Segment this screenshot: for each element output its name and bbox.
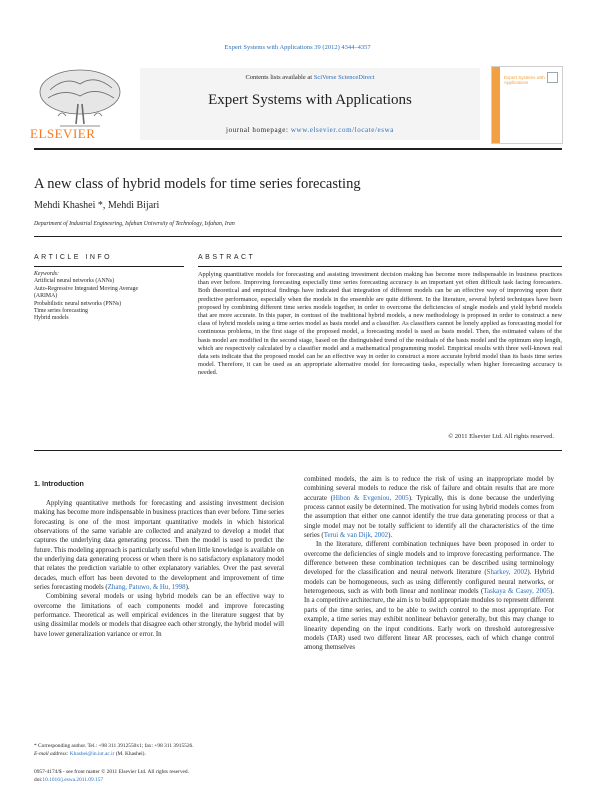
keywords-label: Keywords: <box>34 271 59 277</box>
article-info-heading: ARTICLE INFO <box>34 254 113 261</box>
paper-affiliation: Department of Industrial Engineering, Isfahan University of Technology, Isfahan, Iran <box>34 221 235 227</box>
paragraph-text: ). <box>185 584 190 592</box>
email-suffix: (M. Khashei). <box>114 751 146 757</box>
keyword-item: Artificial neural networks (ANNs) <box>34 278 115 285</box>
sciverse-link[interactable]: SciVerse ScienceDirect <box>313 74 375 81</box>
paragraph <box>304 475 554 540</box>
abstract-divider <box>198 266 562 267</box>
contents-prefix: Contents lists available at <box>245 74 314 81</box>
doi-label: doi: <box>34 777 43 783</box>
paragraph-text: ). Typically, this is done because the underlying process cannot easily be determined. The motivation for using hybrid models comes from the assumption that either one cannot identify the true data generating process or that a single model may not be totally sufficient to identify all the characteristics of the time series ( <box>304 494 554 540</box>
email-link[interactable]: Khashei@in.iut.ac.ir <box>69 751 115 757</box>
title-divider <box>34 236 562 237</box>
paper-title: A new class of hybrid models for time series forecasting <box>34 176 361 192</box>
paragraph-text: In the literature, different combination techniques have been proposed in order to overcome the deficiencies of single models and to improve forecasting performance. The difference between these combination techniques can be described using terminology developed for the classification and neural network literature ( <box>304 541 554 577</box>
paragraph-text: combined models, the aim is to reduce the risk of using an inappropriate model by combining several models to reduce the risk of failure and obtain results that are more accurate ( <box>304 476 554 502</box>
journal-title: Expert Systems with Applications <box>208 92 412 108</box>
paragraph-text: ). <box>388 532 393 540</box>
elsevier-wordmark: ELSEVIER <box>30 126 96 141</box>
keywords-block <box>34 271 184 323</box>
paragraph-text: Applying quantitative methods for forecasting and assisting investment decision making has become more indispensable in business practices than ever before. Time series forecasting is one of the most important quantitative models in which historical observations of the same variable are collected and analyzed to develop a model that captures the underlying data generating process. Then the model is used to predict the future. This modeling approach is particularly useful when little knowledge is available on the underlying data generating process or when there is no satisfactory explanatory model that relates the prediction variable to other explanatory variables. Over the past several decades, much effort has been devoted to the development and improvement of time series forecasting models ( <box>34 500 284 592</box>
journal-cover-thumbnail[interactable] <box>491 66 563 144</box>
abstract-heading: ABSTRACT <box>198 254 256 261</box>
paragraph <box>34 499 284 592</box>
keyword-item: Auto-Regressive Integrated Moving Average <box>34 285 139 292</box>
citation-link[interactable]: Zhang, Patuwo, & Hu, 1998 <box>107 584 186 592</box>
copyright-notice: © 2011 Elsevier Ltd. All rights reserved. <box>448 433 554 440</box>
header-divider <box>34 148 562 150</box>
keyword-item: Time series forecasting <box>34 308 88 315</box>
paragraph: Combining several models or using hybrid models can be an effective way to overcome the limitations of each components model and improve forecasting performance. Theoretical as well empirical evidences in the literature suggest that by using dissimilar models or models that disagree each other strongly, the hybrid model will have lower generalization variance or error. In <box>34 593 284 638</box>
abstract-end-divider <box>34 450 562 451</box>
article-info-divider <box>34 266 184 267</box>
body-column-left <box>34 499 284 639</box>
citation-link[interactable]: Taskaya & Casey, 2005 <box>483 588 550 596</box>
body-column-right <box>304 475 554 653</box>
doi-line <box>34 776 304 784</box>
email-label: E-mail address: <box>34 751 70 757</box>
citation-link[interactable]: Sharkey, 2002 <box>486 569 528 577</box>
paper-authors: Mehdi Khashei *, Mehdi Bijari <box>34 200 160 211</box>
front-matter <box>34 768 304 784</box>
citation-link[interactable]: Terui & van Dijk, 2002 <box>323 532 389 540</box>
paragraph-text: ). In a competitive architecture, the aim is to build appropriate modules to represent different parts of the time series, and to be able to switch control to the most appropriate. For example, a time series may exhibit nonlinear behavior generally, but this may change to linearity depending on the input conditions. Early work on threshold autoregressive models (TAR) used two different linear AR processes, each of which change control among themselves <box>304 588 554 652</box>
corresponding-author: * Corresponding author. Tel.: +98 311 3912550x1; fax: +98 311 3915526. <box>34 743 194 749</box>
journal-citation[interactable]: Expert Systems with Applications 39 (2012) 4344–4357 <box>224 44 371 51</box>
section-heading-introduction: 1. Introduction <box>34 479 84 488</box>
cover-stripe <box>492 67 500 143</box>
email-line <box>34 750 304 758</box>
paragraph <box>304 540 554 652</box>
cover-logo-square <box>547 72 558 83</box>
journal-homepage <box>140 126 480 134</box>
paragraph-text: ). Hybrid models can be homogeneous, such as using differently configured neural networks, or heterogeneous, such as with both linear and nonlinear models ( <box>304 569 555 596</box>
keyword-item: Hybrid models <box>34 315 69 322</box>
contents-line <box>140 74 480 81</box>
abstract-text: Applying quantitative models for forecasting and assisting investment decision making has become more indispensable in business practices than ever before. Improving forecasting especially time series forecasting accuracy is an important yet often difficult task facing forecasters. Both theoretical and empirical findings have indicated that integration of different models can be an effective way of improving upon their predictive performance, especially when the models in the ensemble are quite different. In the literature, several hybrid techniques have been proposed by combining different time series models together, in order to overcome the deficiencies of single models and yield hybrid models that are more accurate. In this paper, in contrast of the traditional hybrid models, a new methodology is proposed in order to construct a new class of hybrid models using a time series model as basis model and a classifier. As classifiers cannot be lonely applied as forecasting model for continuous problems, in the first stage of the proposed model, a forecasting model is used as basis model. Then, the estimated values of the basis model are modified in the second stage, based on the distinguished trend of the residuals of the basis model and the optimum step length, which are respectively calculated by a classifier model and a mathematical programming model. Empirical results with three well-known real data sets indicate that the proposed model can be an effective way in order to construct a more accurate hybrid model than its basis time series model. Therefore, it can be used as an appropriate alternative model for forecasting tasks, especially when higher forecasting accuracy is needed. <box>198 271 562 377</box>
keyword-item: Probabilistic neural networks (PNNs) <box>34 300 122 307</box>
keyword-item: (ARIMA) <box>34 293 58 300</box>
homepage-prefix: journal homepage: <box>226 126 291 134</box>
citation-link[interactable]: Hibon & Evgeniou, 2005 <box>332 494 409 502</box>
corresponding-author-footnote <box>34 742 304 758</box>
doi-link[interactable]: 10.1016/j.eswa.2011.09.157 <box>42 777 104 783</box>
issn-line: 0957-4174/$ - see front matter © 2011 Elsevier Ltd. All rights reserved. <box>34 769 189 775</box>
cover-title: Expert Systems with Applications <box>504 75 545 85</box>
homepage-link[interactable]: www.elsevier.com/locate/eswa <box>290 126 394 134</box>
